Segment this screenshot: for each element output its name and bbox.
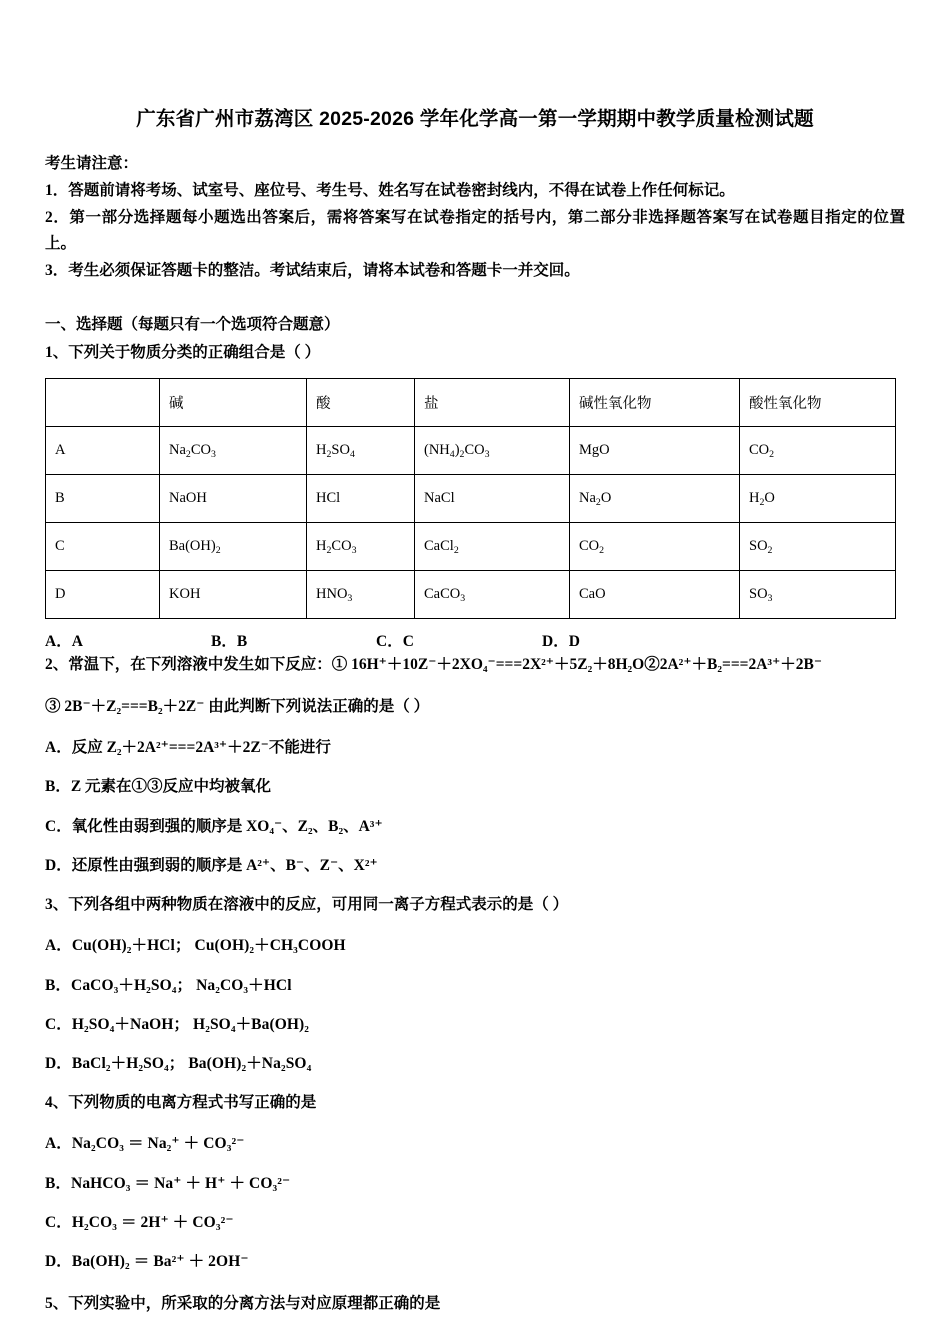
cell-base: NaOH <box>160 474 307 522</box>
question-1-option-b[interactable]: B．B <box>211 632 248 650</box>
question-2-stem-line-2: ③ 2B⁻＋Z₂===B₂＋2Z⁻ 由此判断下列说法正确的是（ ） <box>45 698 430 716</box>
question-2-option-a[interactable]: A．反应 Z₂＋2A²⁺===2A³⁺＋2Z⁻不能进行 <box>45 739 331 757</box>
cell-acid: HCl <box>307 474 415 522</box>
row-label: A <box>46 426 160 474</box>
cell-acidic-oxide: $SO_2$ <box>740 522 896 570</box>
table-row <box>46 570 896 618</box>
table-header-acidic-oxide: 酸性氧化物 <box>740 378 896 426</box>
question-4-option-a[interactable]: A．Na₂CO₃ ＝ Na₂⁺ ＋ CO₃²⁻ <box>45 1135 245 1153</box>
cell-salt: CaCl$_2$ <box>415 522 570 570</box>
table-header-basic-oxide: 碱性氧化物 <box>570 378 740 426</box>
section-heading-multiple-choice: 一、选择题（每题只有一个选项符合题意） <box>45 315 340 333</box>
table-header-base: 碱 <box>160 378 307 426</box>
cell-acidic-oxide: $SO_3$ <box>740 570 896 618</box>
row-label: B <box>46 474 160 522</box>
cell-basic-oxide: MgO <box>570 426 740 474</box>
cell-base: KOH <box>160 570 307 618</box>
candidate-notice-block <box>45 151 905 284</box>
cell-salt: NaCl <box>415 474 570 522</box>
question-5-stem: 5、下列实验中，所采取的分离方法与对应原理都正确的是 <box>45 1295 441 1313</box>
question-1-stem: 1、下列关于物质分类的正确组合是（ ） <box>45 343 321 361</box>
cell-base: $Ba(OH)_2$ <box>160 522 307 570</box>
question-3-option-d[interactable]: D．BaCl₂＋H₂SO₄； Ba(OH)₂＋Na₂SO₄ <box>45 1055 312 1073</box>
cell-base: $Na_2CO_3$ <box>160 426 307 474</box>
question-4-option-b[interactable]: B．NaHCO₃ ＝ Na⁺ ＋ H⁺ ＋ CO₃²⁻ <box>45 1174 291 1192</box>
cell-acid: $H_2SO_4$ <box>307 426 415 474</box>
question-2-option-c[interactable]: C．氧化性由弱到强的顺序是 XO₄⁻、Z₂、B₂、A³⁺ <box>45 817 383 835</box>
cell-basic-oxide: $CO_2$ <box>570 522 740 570</box>
cell-salt: $(NH_4)_2CO_3$ <box>415 426 570 474</box>
page-title: 广东省广州市荔湾区 2025-2026 学年化学高一第一学期期中教学质量检测试题 <box>136 108 814 130</box>
notice-item-1: 1．答题前请将考场、试室号、座位号、考生号、姓名写在试卷密封线内，不得在试卷上作任何标记。 <box>45 182 735 200</box>
question-4-option-c[interactable]: C．H₂CO₃ ＝ 2H⁺ ＋ CO₃²⁻ <box>45 1213 234 1231</box>
cell-basic-oxide: $Na_2O$ <box>570 474 740 522</box>
table-row <box>46 474 896 522</box>
question-1-options <box>45 629 905 651</box>
cell-acidic-oxide: $H_2O$ <box>740 474 896 522</box>
table-header-blank <box>46 378 160 426</box>
cell-salt: CaCO$_3$ <box>415 570 570 618</box>
question-2-stem-line-1: 2、常温下，在下列溶液中发生如下反应：① 16H⁺＋10Z⁻＋2XO₄⁻===2X²⁺＋5Z₂＋8H₂O②2A²⁺＋B₂===2A³⁺＋2B⁻ <box>45 655 823 673</box>
question-1-option-a[interactable]: A．A <box>45 632 83 650</box>
notice-heading: 考生请注意： <box>45 155 139 173</box>
question-3-option-c[interactable]: C．H₂SO₄＋NaOH； H₂SO₄＋Ba(OH)₂ <box>45 1015 310 1033</box>
cell-basic-oxide: CaO <box>570 570 740 618</box>
table-header-acid: 酸 <box>307 378 415 426</box>
table-header-salt: 盐 <box>415 378 570 426</box>
substance-classification-table <box>45 378 896 619</box>
question-3-option-a[interactable]: A．Cu(OH)₂＋HCl； Cu(OH)₂＋CH₃COOH <box>45 937 346 955</box>
cell-acid: $HNO_3$ <box>307 570 415 618</box>
cell-acidic-oxide: $CO_2$ <box>740 426 896 474</box>
question-4-stem: 4、下列物质的电离方程式书写正确的是 <box>45 1094 317 1112</box>
question-2-option-b[interactable]: B．Z 元素在①③反应中均被氧化 <box>45 778 272 796</box>
question-4-option-d[interactable]: D．Ba(OH)₂ ＝ Ba²⁺ ＋ 2OH⁻ <box>45 1253 249 1271</box>
question-2-option-d[interactable]: D．还原性由强到弱的顺序是 A²⁺、B⁻、Z⁻、X²⁺ <box>45 856 378 874</box>
question-1-option-c[interactable]: C．C <box>376 632 414 650</box>
table-header-row <box>46 378 896 426</box>
table-row <box>46 522 896 570</box>
row-label: D <box>46 570 160 618</box>
notice-item-2: 2．第一部分选择题每小题选出答案后，需将答案写在试卷指定的括号内，第二部分非选择题答案写在试卷题目指定的位置上。 <box>45 208 905 253</box>
table-row <box>46 426 896 474</box>
cell-acid: $H_2CO_3$ <box>307 522 415 570</box>
question-3-stem: 3、下列各组中两种物质在溶液中的反应，可用同一离子方程式表示的是（ ） <box>45 896 569 914</box>
question-3-option-b[interactable]: B．CaCO₃＋H₂SO₄； Na₂CO₃＋HCl <box>45 976 292 994</box>
notice-item-3: 3．考生必须保证答题卡的整洁。考试结束后，请将本试卷和答题卡一并交回。 <box>45 262 580 280</box>
question-1-option-d[interactable]: D．D <box>542 632 580 650</box>
row-label: C <box>46 522 160 570</box>
